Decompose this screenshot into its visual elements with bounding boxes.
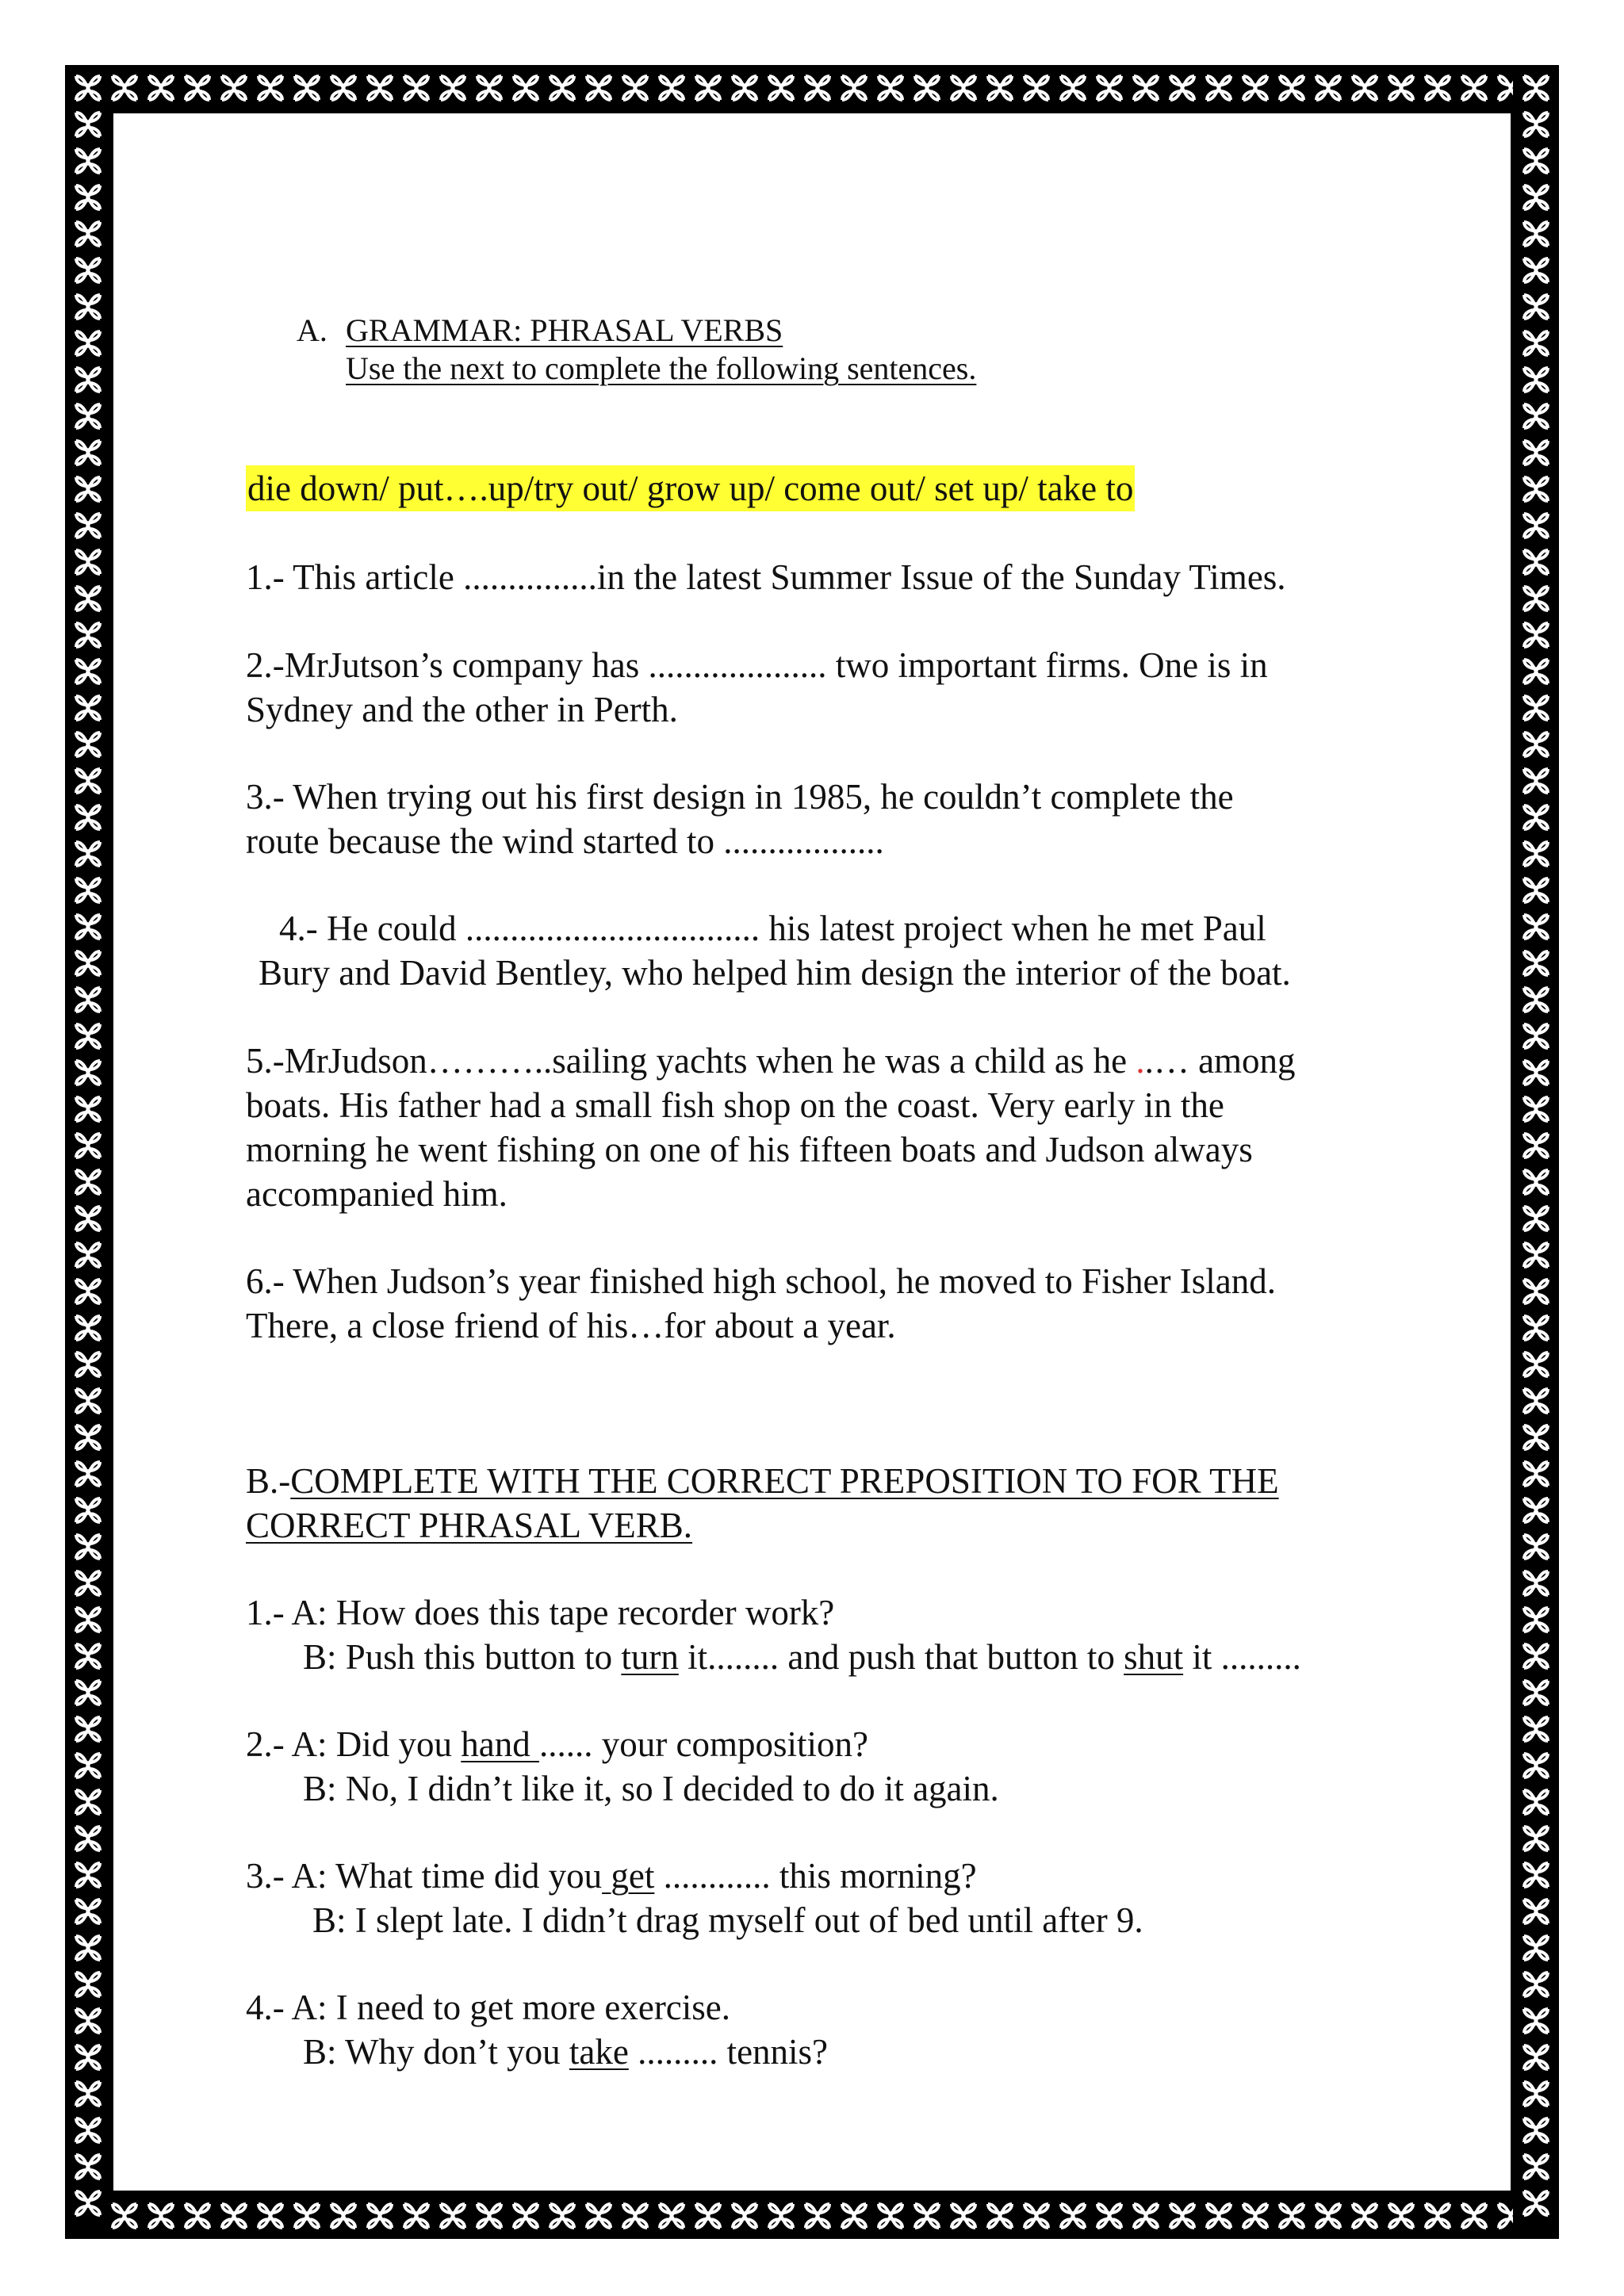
exercise-b-item-3 — [246, 1854, 1143, 1942]
item-line: boats. His father had a small fish shop on the coast. Very early in the — [246, 1085, 1224, 1125]
item-line: accompanied him. — [246, 1174, 508, 1214]
underlined-verb: hand — [461, 1724, 539, 1764]
dialog-b — [246, 1635, 1301, 1679]
underlined-verb: get — [602, 1856, 655, 1896]
exercise-a-item-4-cont — [259, 951, 1291, 995]
word-bank: die down/ put….up/try out/ grow up/ come out/ set up/ take to — [246, 465, 1135, 511]
exercise-a-item-1 — [246, 555, 1286, 599]
red-mark: . — [1136, 1041, 1145, 1081]
dialog-text: it........ and push that button to — [678, 1637, 1124, 1677]
item-line — [246, 1039, 1296, 1083]
exercise-a-item-6 — [246, 1259, 1276, 1348]
dialog-a: 1.- A: How does this tape recorder work? — [246, 1593, 835, 1632]
underlined-verb: shut — [1124, 1637, 1184, 1677]
dialog-text: 2.- A: Did you — [246, 1724, 462, 1764]
dialog-text: ............ this morning? — [654, 1856, 977, 1896]
dialog-b — [246, 2030, 828, 2074]
section-a-marker: A. — [297, 312, 327, 348]
section-b-prefix: B.- — [246, 1461, 291, 1501]
exercise-b-item-1 — [246, 1590, 1301, 1679]
dialog-a: 4.- A: I need to get more exercise. — [246, 1988, 731, 2027]
item-line: 3.- When trying out his first design in 1985, he couldn’t complete the — [246, 777, 1234, 817]
item-line: morning he went fishing on one of his fifteen boats and Judson always — [246, 1130, 1253, 1169]
heading-line — [246, 1459, 1279, 1503]
dialog-a — [246, 1854, 1143, 1898]
underlined-verb: turn — [621, 1637, 679, 1677]
item-line: There, a close friend of his…for about a year. — [246, 1306, 896, 1345]
exercise-a-item-2 — [246, 643, 1268, 732]
section-a-title: GRAMMAR: PHRASAL VERBS — [346, 312, 783, 348]
underlined-verb: take — [569, 2032, 629, 2072]
exercise-a-item-3 — [246, 775, 1234, 863]
item-line: route because the wind started to .................. — [246, 821, 884, 861]
item-line: 1.- This article ...............in the latest Summer Issue of the Sunday Times. — [246, 557, 1286, 597]
item-text: 5.-MrJudson………..sailing yachts when he was a child as he — [246, 1041, 1128, 1081]
dialog-text: B: Push this button to — [303, 1637, 622, 1677]
exercise-a-item-5 — [246, 1039, 1296, 1216]
dialog-text: ...... your composition? — [539, 1724, 868, 1764]
item-line: Bury and David Bentley, who helped him design the interior of the boat. — [259, 953, 1291, 993]
section-b-title: COMPLETE WITH THE CORRECT PREPOSITION TO FOR THE — [290, 1461, 1279, 1501]
item-text: .… among — [1144, 1041, 1296, 1081]
dialog-a — [246, 1722, 999, 1766]
exercise-b-item-4 — [246, 1985, 828, 2074]
exercise-b-item-2 — [246, 1722, 999, 1811]
item-line: 4.- He could ................................. his latest project when he met Paul — [279, 909, 1266, 948]
dialog-text: B: Why don’t you — [303, 2032, 569, 2072]
dialog-text: ......... tennis? — [628, 2032, 829, 2072]
item-line: 6.- When Judson’s year finished high school, he moved to Fisher Island. — [246, 1261, 1276, 1301]
section-a-instruction: Use the next to complete the following sentences. — [346, 350, 977, 386]
dialog-text: 3.- A: What time did you — [246, 1856, 603, 1896]
item-line: 2.-MrJutson’s company has .................... two important firms. One is in — [246, 645, 1268, 685]
dialog-b: B: No, I didn’t like it, so I decided to do it again. — [303, 1769, 999, 1808]
section-b-title-cont: CORRECT PHRASAL VERB. — [246, 1506, 693, 1545]
item-line: Sydney and the other in Perth. — [246, 690, 678, 729]
section-b-heading — [246, 1459, 1279, 1548]
exercise-a-item-4 — [279, 906, 1266, 951]
dialog-text: it ......... — [1183, 1637, 1301, 1677]
dialog-b: B: I slept late. I didn’t drag myself out of bed until after 9. — [312, 1900, 1143, 1940]
